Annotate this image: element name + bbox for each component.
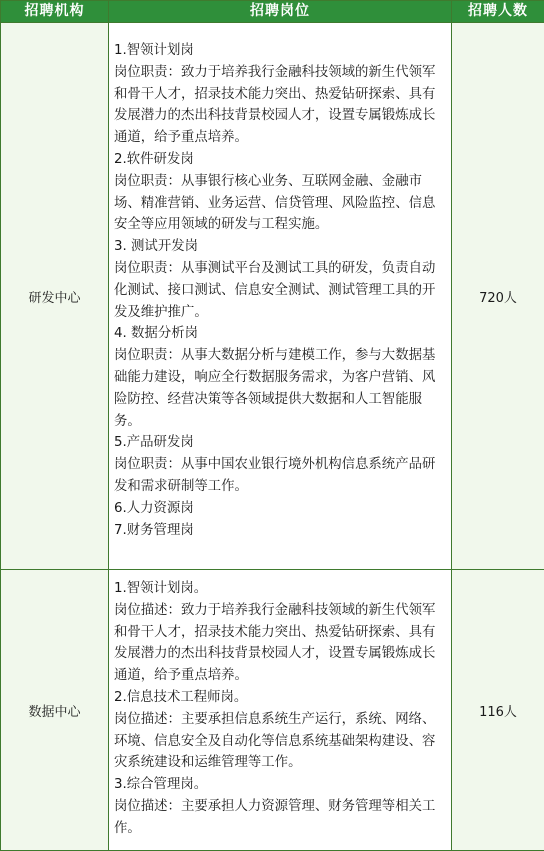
positions-list bbox=[109, 23, 451, 541]
job-title: 7.财务管理岗 bbox=[114, 520, 445, 542]
job-title: 6.人力资源岗 bbox=[114, 498, 445, 520]
job-description: 岗位职责：从事中国农业银行境外机构信息系统产品研发和需求研制等工作。 bbox=[114, 454, 445, 498]
job-title: 2.信息技术工程师岗。 bbox=[114, 687, 445, 709]
positions-cell bbox=[109, 570, 452, 851]
job-description: 岗位描述：致力于培养我行金融科技领域的新生代领军和骨干人才，招录技术能力突出、热爱钻研探索、具有发展潜力的杰出科技背景校园人才，设置专属锻炼成长通道，给予重点培养。 bbox=[114, 600, 445, 687]
job-description: 岗位描述：主要承担人力资源管理、财务管理等相关工作。 bbox=[114, 796, 445, 840]
job-title: 2.软件研发岗 bbox=[114, 149, 445, 171]
job-description: 岗位描述：主要承担信息系统生产运行，系统、网络、环境、信息安全及自动化等信息系统基础架构建设、容灾系统建设和运维管理等工作。 bbox=[114, 709, 445, 774]
job-title: 3.综合管理岗。 bbox=[114, 774, 445, 796]
job-description: 岗位职责：从事测试平台及测试工具的研发，负责自动化测试、接口测试、信息安全测试、测试管理工具的开发及维护推广。 bbox=[114, 258, 445, 323]
job-description: 岗位职责：从事大数据分析与建模工作，参与大数据基础能力建设，响应全行数据服务需求，为客户营销、风险防控、经营决策等各领域提供大数据和人工智能服务。 bbox=[114, 345, 445, 432]
header-count: 招聘人数 bbox=[452, 1, 544, 23]
org-cell: 数据中心 bbox=[1, 570, 109, 851]
table-header-row bbox=[1, 1, 544, 23]
count-cell: 720人 bbox=[452, 23, 544, 570]
job-description: 岗位职责：从事银行核心业务、互联网金融、金融市场、精准营销、业务运营、信贷管理、风险监控、信息安全等应用领域的研发与工程实施。 bbox=[114, 171, 445, 236]
org-cell: 研发中心 bbox=[1, 23, 109, 570]
count-cell: 116人 bbox=[452, 570, 544, 851]
job-title: 1.智领计划岗。 bbox=[114, 578, 445, 600]
job-title: 4. 数据分析岗 bbox=[114, 323, 445, 345]
positions-list bbox=[109, 570, 451, 840]
header-org: 招聘机构 bbox=[1, 1, 109, 23]
job-description: 岗位职责：致力于培养我行金融科技领域的新生代领军和骨干人才，招录技术能力突出、热爱钻研探索、具有发展潜力的杰出科技背景校园人才，设置专属锻炼成长通道，给予重点培养。 bbox=[114, 62, 445, 149]
positions-cell bbox=[109, 23, 452, 570]
job-title: 5.产品研发岗 bbox=[114, 432, 445, 454]
job-title: 1.智领计划岗 bbox=[114, 40, 445, 62]
table-row bbox=[1, 570, 544, 851]
table-row bbox=[1, 23, 544, 570]
header-position: 招聘岗位 bbox=[109, 1, 452, 23]
job-title: 3. 测试开发岗 bbox=[114, 236, 445, 258]
